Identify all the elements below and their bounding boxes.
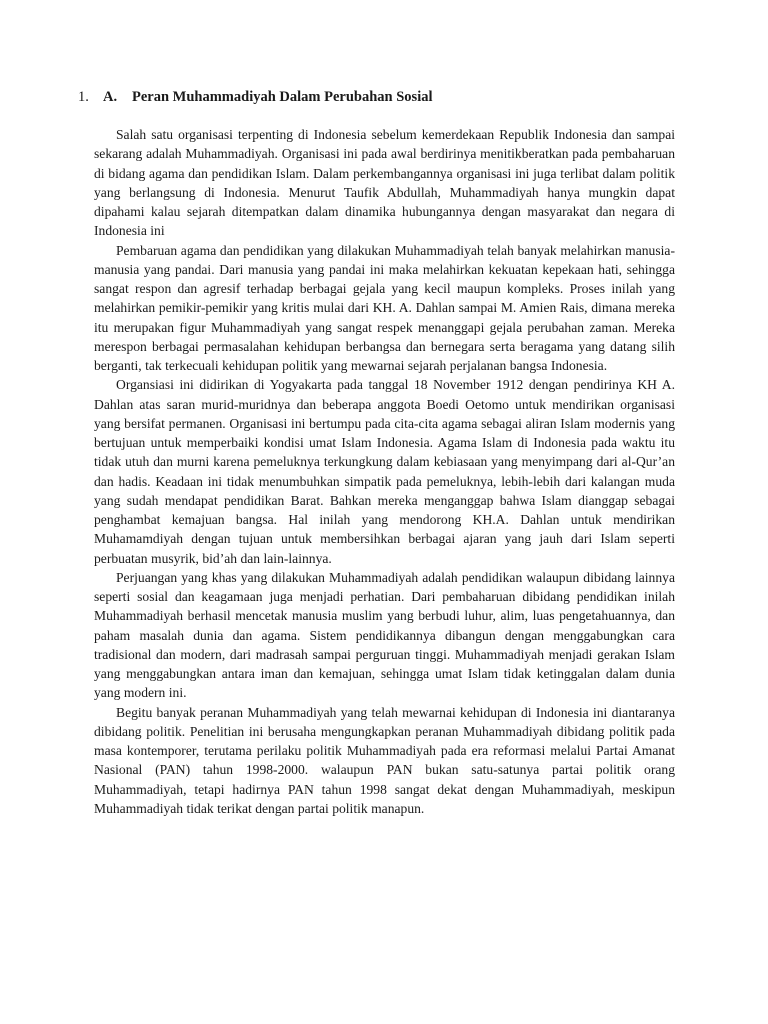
heading-letter: A. [103, 89, 118, 105]
section-heading [78, 88, 678, 106]
heading-number: 1. [78, 89, 89, 105]
paragraph-3: Organsiasi ini didirikan di Yogyakarta pada tanggal 18 November 1912 dengan pendirinya KH A. Dahlan atas saran murid-muridnya dan beberapa anggota Boedi Oetomo untuk mendirikan organisasi yang bersifat permanen. Organisasi ini bertumpu pada cita-cita agama sebagai aliran Islam modernis yang bertujuan untuk memperbaiki kondisi umat Islam Indonesia. Agama Islam di Indonesia pada waktu itu tidak utuh dan murni karena pemeluknya terkungkung dalam kebiasaan yang menyimpang dari al-Qur’an dan hadis. Keadaan ini tidak menumbuhkan simpatik pada pemeluknya, lebih-lebih dari kalangan muda yang sudah mendapat pendidikan Barat. Bahkan mereka menganggap bahwa Islam dianggap sebagai penghambat kemajuan bangsa. Hal inilah yang mendorong KH.A. Dahlan untuk mendirikan Muhamamdiyah dengan tujuan untuk membersihkan berbagai ajaran yang jauh dari Islam seperti perbuatan musyrik, bid’ah dan lain-lainnya. [94, 377, 675, 566]
paragraph-4: Perjuangan yang khas yang dilakukan Muhammadiyah adalah pendidikan walaupun dibidang lainnya seperti sosial dan keagamaan juga menjadi perhatian. Dari pembaharuan dibidang pendidikan inilah Muhammadiyah berhasil mencetak manusia muslim yang berbudi luhur, alim, luas pengetahuannya, dan paham masalah dunia dan agama. Sistem pendidikannya dibangun dengan menggabungkan cara tradisional dan modern, dari madrasah sampai perguruan tinggi. Muhammadiyah menjadi gerakan Islam yang menggabungkan antara iman dan kemajuan, sehingga umat Islam tidak ketinggalan dalam dunia yang modern ini. [94, 569, 675, 701]
paragraph-2: Pembaruan agama dan pendidikan yang dilakukan Muhammadiyah telah banyak melahirkan manusia-manusia yang pandai. Dari manusia yang pandai ini maka melahirkan kekuatan kepekaan hati, sehingga sangat respon dan agresif terhadap berbagai gejala yang kecil maupun kompleks. Proses inilah yang melahirkan pemikir-pemikir yang kritis mulai dari KH. A. Dahlan sampai M. Amien Rais, dimana mereka itu merupakan figur Muhammadiyah yang sangat respek menanggapi gejala perubahan zaman. Mereka merespon berbagai permasalahan kehidupan berbangsa dan bernegara serta beragama yang datang silih berganti, tak terkecuali kehidupan politik yang mewarnai sejarah perjalanan bangsa Indonesia. [94, 242, 675, 373]
body-text [94, 125, 675, 818]
heading-title: Peran Muhammadiyah Dalam Perubahan Sosial [132, 89, 433, 105]
paragraph-1: Salah satu organisasi terpenting di Indonesia sebelum kemerdekaan Republik Indonesia dan sampai sekarang adalah Muhammadiyah. Organisasi ini pada awal berdirinya menitikberatkan pada pembaharuan di bidang agama dan pendidikan Islam. Dalam perkembangannya organisasi ini juga terlibat dalam politik yang berlangsung di Indonesia. Menurut Taufik Abdullah, Muhammadiyah hanya mungkin dapat dipahami kalau sejarah ditempatkan dalam dinamika hubungannya dengan masyarakat dan negara di Indonesia ini [94, 127, 675, 239]
paragraph-5: Begitu banyak peranan Muhammadiyah yang telah mewarnai kehidupan di Indonesia ini diantaranya dibidang politik. Penelitian ini berusaha mengungkapkan peranan Muhammadiyah dibidang politik pada masa kontemporer, terutama perilaku politik Muhammadiyah pada era reformasi melalui Partai Amanat Nasional (PAN) tahun 1998-2000. walaupun PAN bukan satu-satunya partai politik orang Muhammadiyah, tetapi hadirnya PAN tahun 1998 sangat dekat dengan Muhammadiyah, meskipun Muhammadiyah tidak terikat dengan partai politik manapun. [94, 704, 675, 816]
